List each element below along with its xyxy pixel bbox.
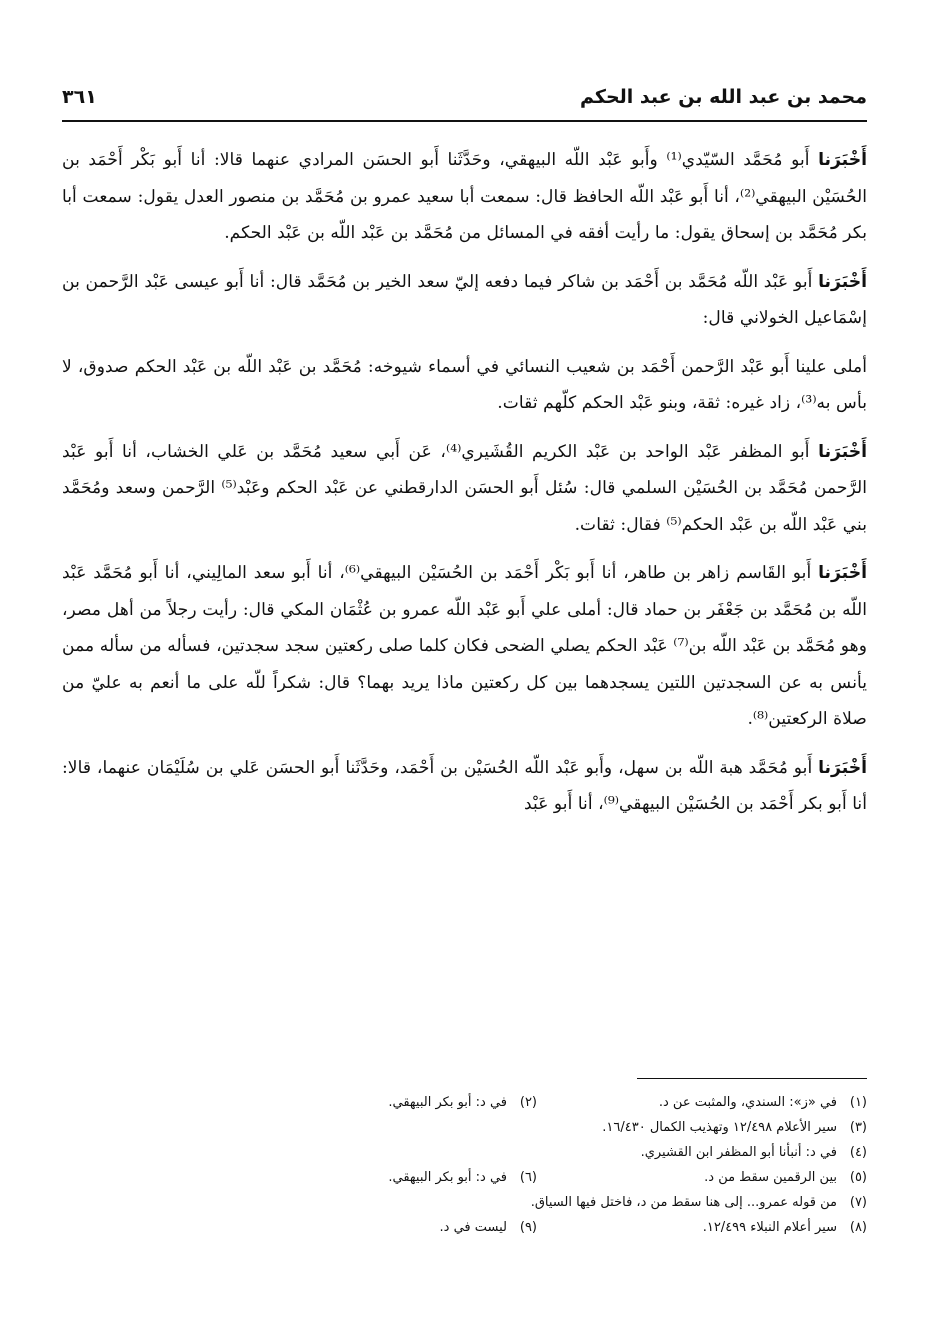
paragraph-text: أَبو مُحَمَّد هبة اللّه بن سهل، وأَبو عَبْد اللّه الحُسَيْن بن أَحْمَد، وحَدَّثَنا أَبو الحسَن عَلي بن سُلَيْمَان عنهما، قالا: أنا أَبو بكر أَحْمَد بن الحُسَيْن البيهقي⁽⁹⁾، أنا أَبو عَبْد bbox=[62, 757, 867, 814]
footnote-text: سير أعلام النبلاء ١٢/٤٩٩. bbox=[702, 1220, 837, 1235]
paragraph-text: أَبو المظفر عَبْد الواحد بن عَبْد الكريم القُشَيري⁽⁴⁾، عَن أَبي سعيد مُحَمَّد بن عَلي الخشاب، أنا أَبو عَبْد الرَّحمن مُحَمَّد بن الحُسَيْن السلمي قال: سُئل أَبو الحسَن الدارقطني عن عَبْد الحكم وعَبْد⁽⁵⁾ الرَّحمن وسعد ومُحَمَّد بني عَبْد اللّه بن عَبْد الحكم⁽⁵⁾ فقال: ثقات. bbox=[62, 441, 867, 535]
footnote bbox=[388, 1090, 537, 1115]
paragraph bbox=[62, 555, 867, 738]
footnote bbox=[388, 1165, 537, 1190]
footnote bbox=[641, 1140, 867, 1165]
footnote-number: (٢) bbox=[519, 1095, 537, 1110]
paragraph-keyword: أَخْبَرَنا bbox=[818, 150, 867, 170]
page-number: ٣٦١ bbox=[62, 86, 97, 108]
footnote-row bbox=[62, 1140, 867, 1165]
footnote-row bbox=[62, 1090, 867, 1115]
paragraph-text: أَبو القَاسم زاهر بن طاهر، أنا أَبو بَكْر أَحْمَد بن الحُسَيْن البيهقي⁽⁶⁾، أنا أَبو سعد المالِيني، أنا أَبو مُحَمَّد عَبْد اللّه بن مُحَمَّد بن جَعْفَر بن حماد قال: أملى علي أَبو عَبْد اللّه عمرو بن عُثْمَان المكي قال: رأيت رجلاً من أهل مصر، وهو مُحَمَّد بن عَبْد اللّه بن⁽⁷⁾ عَبْد الحكم يصلي الضحى فكان كلما صلى ركعتين سجد سجدتين، فسأله من سأله ممن يأنس به عن السجدتين اللتين يسجدهما بين كل ركعتين ماذا يريد بهما؟ قال: شكراً للّه على ما أنعم به عليّ من صلاة الركعتين⁽⁸⁾. bbox=[62, 563, 868, 729]
paragraph bbox=[62, 142, 867, 252]
footnote bbox=[602, 1115, 867, 1140]
paragraph-keyword: أَخْبَرَنا bbox=[818, 441, 868, 462]
footnote-number: (٤) bbox=[849, 1145, 867, 1160]
paragraph bbox=[62, 349, 867, 422]
body-text bbox=[62, 142, 867, 835]
footnote-number: (٨) bbox=[849, 1220, 867, 1235]
footnote-number: (٧) bbox=[849, 1195, 867, 1210]
footnote-row bbox=[62, 1165, 867, 1190]
footnote-number: (٩) bbox=[519, 1220, 537, 1235]
footnote-row bbox=[62, 1190, 867, 1215]
footnote bbox=[531, 1190, 867, 1215]
footnote-number: (٣) bbox=[849, 1120, 867, 1135]
footnote-text: بين الرقمين سقط من د. bbox=[704, 1170, 837, 1185]
paragraph-keyword: أَخْبَرَنا bbox=[818, 563, 867, 583]
footnote bbox=[537, 1215, 867, 1240]
footnotes bbox=[62, 1090, 867, 1240]
paragraph-keyword: أَخْبَرَنا bbox=[818, 271, 867, 292]
paragraph bbox=[62, 750, 867, 823]
paragraph-keyword: أَخْبَرَنا bbox=[818, 757, 867, 778]
footnote-row bbox=[62, 1115, 867, 1140]
footnote-number: (١) bbox=[849, 1095, 867, 1110]
footnote-text: من قوله عمرو... إلى هنا سقط من د، فاختل فيها السياق. bbox=[530, 1195, 837, 1210]
footnote-text: في د: أبو بكر البيهقي. bbox=[388, 1095, 507, 1110]
footnote-text: في د: أبو بكر البيهقي. bbox=[388, 1170, 507, 1185]
footnote bbox=[537, 1165, 867, 1190]
footnote-row bbox=[62, 1215, 867, 1240]
running-head bbox=[62, 82, 867, 122]
paragraph-text: أَبو عَبْد اللّه مُحَمَّد بن أَحْمَد بن شاكر فيما دفعه إليّ سعد الخير بن مُحَمَّد قال: أنا أَبو عيسى عَبْد الرَّحمن بن إسْمَاعيل الخولاني قال: bbox=[62, 271, 867, 328]
footnote-text: ليست في د. bbox=[439, 1220, 507, 1235]
footnote-text: في «ز»: السندي، والمثبت عن د. bbox=[658, 1095, 837, 1110]
paragraph-text: أملى علينا أَبو عَبْد الرَّحمن أَحْمَد بن شعيب النسائي في أسماء شيوخه: مُحَمَّد بن عَبْد اللّه بن عَبْد الحكم صدوق، لا بأس به⁽³⁾، زاد غيره: ثقة، وبنو عَبْد الحكم كلّهم ثقات. bbox=[62, 356, 867, 413]
page-title: محمد بن عبد الله بن عبد الحكم bbox=[580, 86, 867, 108]
paragraph-text: أَبو مُحَمَّد السّيّدي⁽¹⁾ وأَبو عَبْد اللّه البيهقي، وحَدَّثَنا أَبو الحسَن المرادي عنهما قالا: أنا أَبو بَكْر أَحْمَد بن الحُسَيْن البيهقي⁽²⁾، أنا أَبو عَبْد اللّه الحافظ قال: سمعت أبا سعيد عمرو بن مُحَمَّد بن منصور العدل يقول: سمعت أبا بكر مُحَمَّد بن إسحاق يقول: ما رأيت أفقه في المسائل من مُحَمَّد بن عَبْد اللّه بن عَبْد الحكم. bbox=[62, 150, 867, 243]
paragraph bbox=[62, 264, 867, 337]
footnote-text: في د: أنبأنا أبو المظفر ابن القشيري. bbox=[640, 1145, 837, 1160]
footnote-text: سير الأعلام ١٢/٤٩٨ وتهذيب الكمال ١٦/٤٣٠. bbox=[602, 1120, 837, 1135]
footnote bbox=[440, 1215, 537, 1240]
footnote-number: (٦) bbox=[519, 1170, 537, 1185]
paragraph bbox=[62, 434, 867, 544]
footnote bbox=[537, 1090, 867, 1115]
footnote-divider bbox=[637, 1078, 867, 1079]
footnote-number: (٥) bbox=[849, 1170, 867, 1185]
